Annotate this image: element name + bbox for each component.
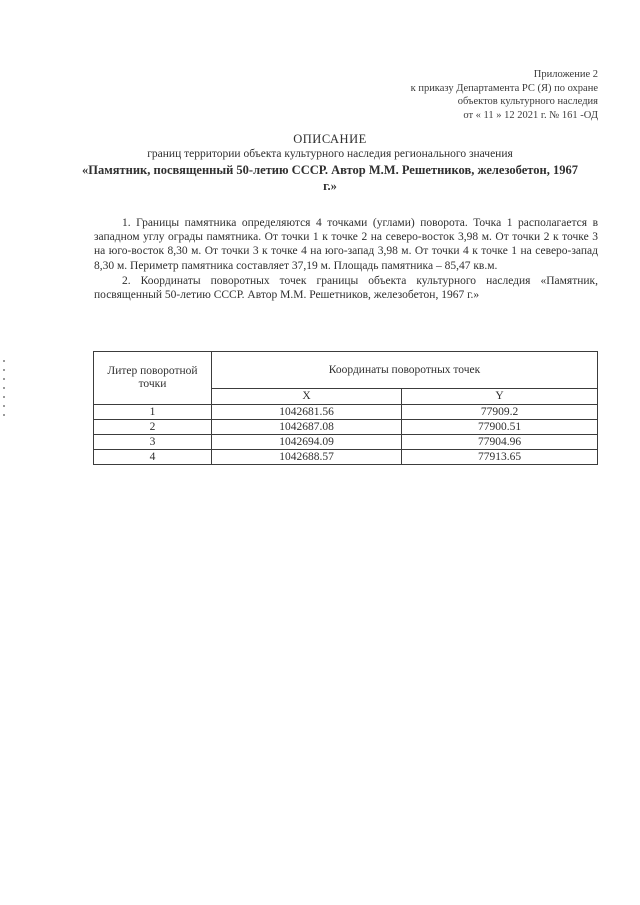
table-row: [94, 435, 598, 450]
paragraph-boundaries: 1. Границы памятника определяются 4 точками (углами) поворота. Точка 1 располагается в западном углу ограды памятника. От точки 1 к точке 2 на северо-восток 3,98 м. От точки 2 к точке 3 на юго-восток 8,30 м. От точки 3 к точке 4 на юго-запад 3,98 м. От точки 4 к точке 1 на северо-запад 8,30 м. Периметр памятника составляет 37,19 м. Площадь памятника – 85,47 кв.м.: [94, 217, 598, 272]
x-cell: 1042688.57: [212, 450, 402, 465]
description-body: [94, 216, 598, 302]
point-cell: 4: [94, 450, 212, 465]
header-coordinates: Координаты поворотных точек: [212, 352, 598, 389]
appendix-order-subject: объектов культурного наследия: [457, 96, 598, 107]
y-cell: 77904.96: [402, 435, 598, 450]
y-cell: 77909.2: [402, 405, 598, 420]
header-point-letter: Литер поворотной точки: [94, 352, 212, 405]
x-cell: 1042681.56: [212, 405, 402, 420]
x-cell: 1042687.08: [212, 420, 402, 435]
paragraph-coordinates-intro: 2. Координаты поворотных точек границы объекта культурного наследия «Памятник, посвященный 50-летию СССР. Автор М.М. Решетников, железобетон, 1967 г.»: [94, 274, 598, 302]
scan-margin-marks: [3, 360, 7, 423]
y-cell: 77900.51: [402, 420, 598, 435]
appendix-order-ref: к приказу Департамента РС (Я) по охране: [410, 82, 598, 94]
appendix-header: [411, 68, 598, 122]
coordinates-table: [93, 351, 598, 465]
y-cell: 77913.65: [402, 450, 598, 465]
point-cell: 1: [94, 405, 212, 420]
table-row: [94, 450, 598, 465]
appendix-order-date-number: от « 11 » 12 2021 г. № 161 -ОД: [463, 109, 598, 121]
point-cell: 3: [94, 435, 212, 450]
table-row: [94, 420, 598, 435]
document-subtitle: границ территории объекта культурного наследия регионального значения: [147, 148, 513, 160]
appendix-label: Приложение 2: [533, 69, 598, 80]
title-block: [80, 132, 580, 194]
object-name-heading: «Памятник, посвященный 50-летию СССР. Автор М.М. Решетников, железобетон, 1967 г.»: [82, 163, 578, 193]
header-y: Y: [402, 389, 598, 405]
point-cell: 2: [94, 420, 212, 435]
x-cell: 1042694.09: [212, 435, 402, 450]
document-title: ОПИСАНИЕ: [293, 132, 367, 146]
table-row: [94, 405, 598, 420]
header-x: X: [212, 389, 402, 405]
